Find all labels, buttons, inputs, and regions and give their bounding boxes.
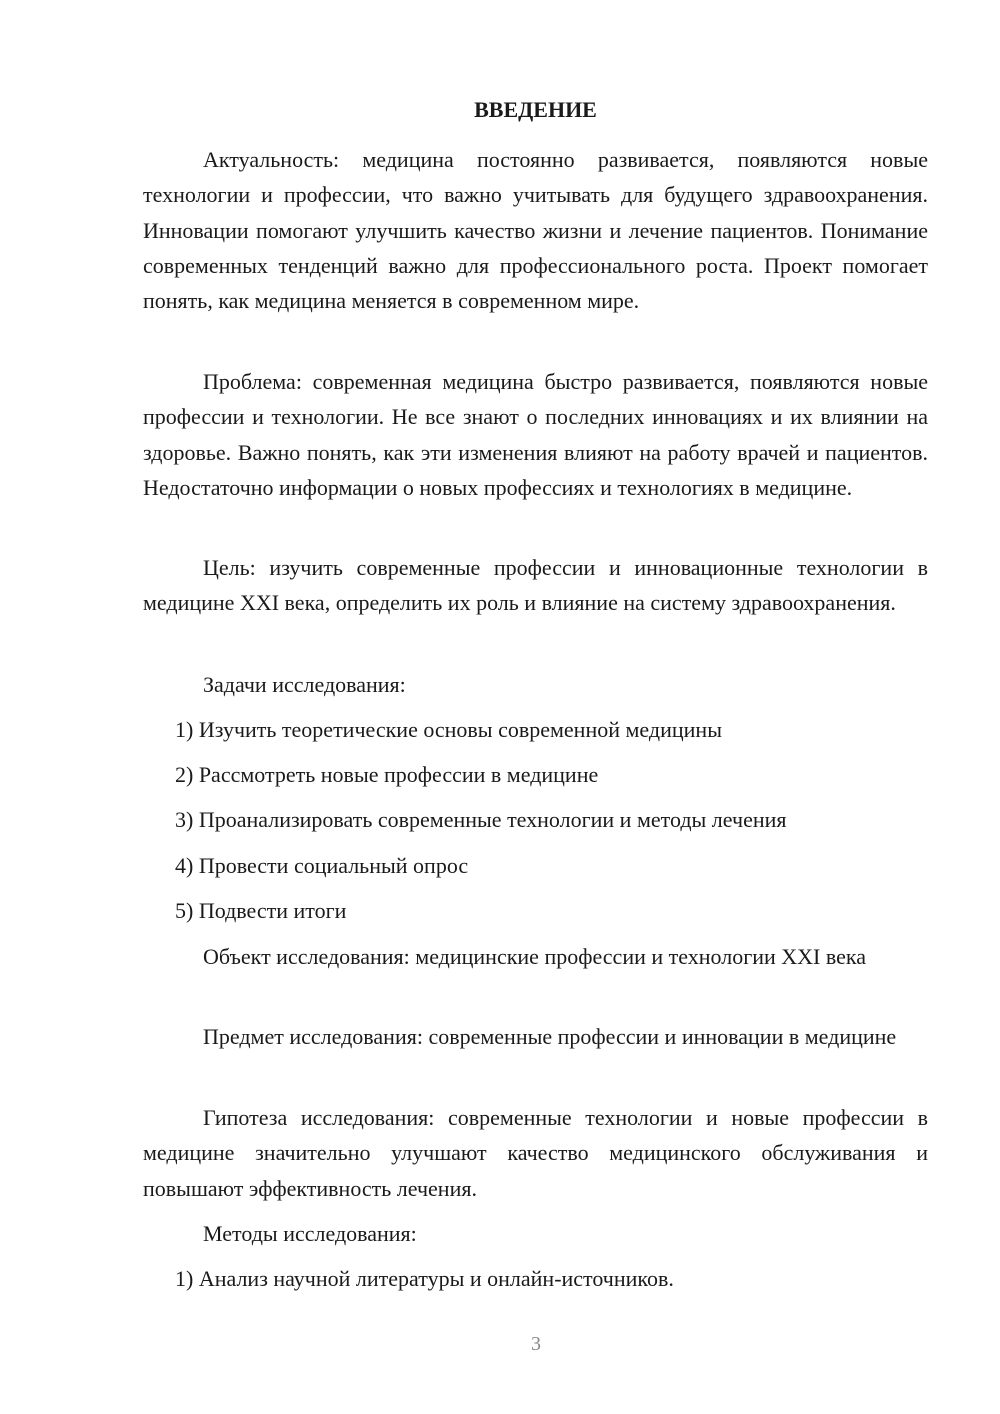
task-item: 3) Проанализировать современные технологии и методы лечения (175, 807, 787, 832)
object-paragraph: Объект исследования: медицинские профессии и технологии XXI века (203, 944, 867, 969)
tasks-heading: Задачи исследования: (203, 672, 406, 697)
method-item: 1) Анализ научной литературы и онлайн-источников. (175, 1266, 674, 1291)
methods-heading: Методы исследования: (203, 1221, 417, 1246)
subject-paragraph: Предмет исследования: современные профессии и инновации в медицине (203, 1024, 897, 1049)
task-item: 2) Рассмотреть новые профессии в медицине (175, 762, 599, 787)
relevance-paragraph: Актуальность: медицина постоянно развивается, появляются новые технологии и профессии, что важно учитывать для будущего здравоохранения. Инновации помогают улучшить качество жизни и лечение пациентов. Понимание современных тенденций важно для профессионального роста. Проект помогает понять, как медицина меняется в современном мире. (143, 147, 928, 314)
section-title: ВВЕДЕНИЕ (474, 97, 597, 122)
problem-paragraph: Проблема: современная медицина быстро развивается, появляются новые профессии и технологии. Не все знают о последних инновациях и их влиянии на здоровье. Важно понять, как эти изменения влияют на работу врачей и пациентов. Недостаточно информации о новых профессиях и технологиях в медицине. (143, 369, 928, 500)
task-item: 1) Изучить теоретические основы современной медицины (175, 717, 722, 742)
hypothesis-paragraph: Гипотеза исследования: современные технологии и новые профессии в медицине значительно улучшают качество медицинского обслуживания и повышают эффективность лечения. (143, 1105, 928, 1201)
goal-paragraph: Цель: изучить современные профессии и инновационные технологии в медицине XXI века, определить их роль и влияние на систему здравоохранения. (143, 555, 928, 616)
task-item: 5) Подвести итоги (175, 898, 347, 923)
task-item: 4) Провести социальный опрос (175, 853, 469, 878)
page-number: 3 (531, 1333, 541, 1355)
